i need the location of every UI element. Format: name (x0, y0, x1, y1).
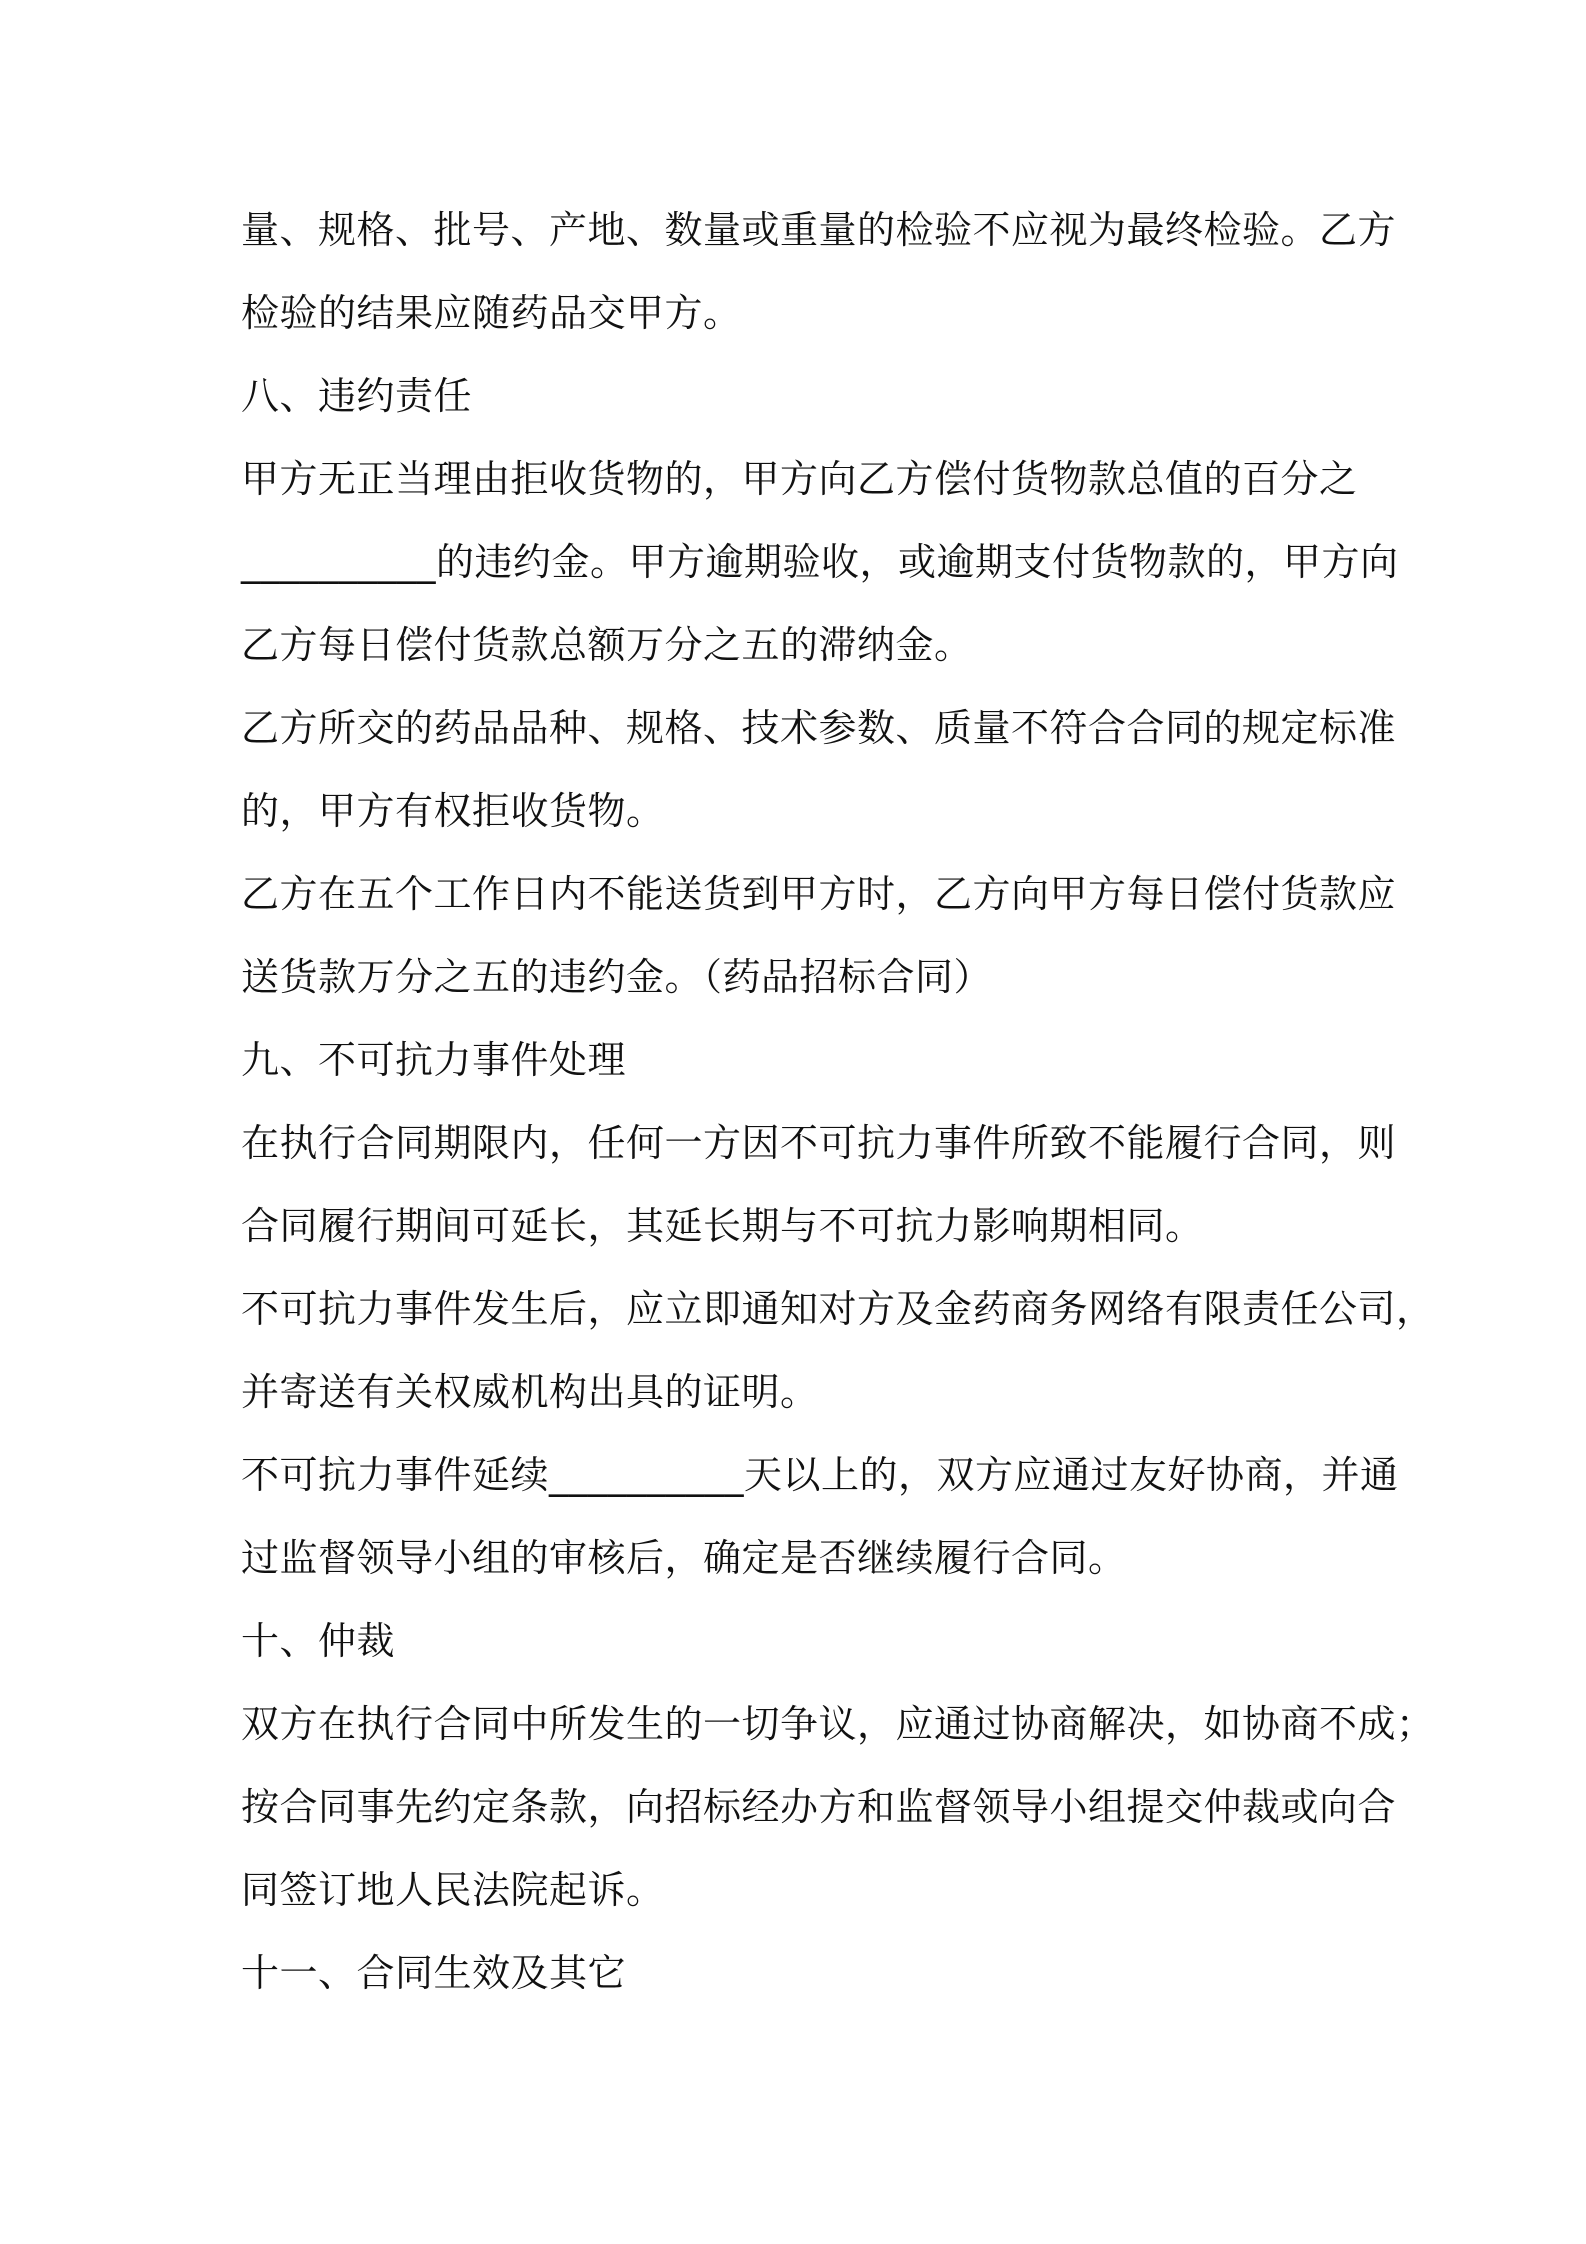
section-heading: 十、仲裁 (241, 1619, 396, 1663)
text-line: 双方在执行合同中所发生的一切争议，应通过协商解决，如协商不成； (241, 1702, 1435, 1746)
section-heading: 十一、合同生效及其它 (241, 1951, 627, 1995)
text-line: 在执行合同期限内，任何一方因不可抗力事件所致不能履行合同，则 (241, 1121, 1397, 1165)
text-line: 同签订地人民法院起诉。 (241, 1868, 665, 1912)
text-line: 乙方在五个工作日内不能送货到甲方时，乙方向甲方每日偿付货款应 (241, 872, 1397, 916)
text-line: 过监督领导小组的审核后，确定是否继续履行合同。 (241, 1536, 1127, 1580)
text-line: 并寄送有关权威机构出具的证明。 (241, 1370, 819, 1414)
section-heading: 九、不可抗力事件处理 (241, 1038, 627, 1082)
text-line: 合同履行期间可延长，其延长期与不可抗力影响期相同。 (241, 1204, 1204, 1248)
text-line: 乙方每日偿付货款总额万分之五的滞纳金。 (241, 623, 973, 667)
text-line: 量、规格、批号、产地、数量或重量的检验不应视为最终检验。乙方 (241, 208, 1397, 252)
text-line: 不可抗力事件发生后，应立即通知对方及金药商务网络有限责任公司， (241, 1287, 1435, 1331)
text-line: 乙方所交的药品品种、规格、技术参数、质量不符合合同的规定标准 (241, 706, 1397, 750)
text-line: 的，甲方有权拒收货物。 (241, 789, 665, 833)
text-line: 按合同事先约定条款，向招标经办方和监督领导小组提交仲裁或向合 (241, 1785, 1397, 1829)
text-line: 甲方无正当理由拒收货物的，甲方向乙方偿付货物款总值的百分之 (241, 457, 1358, 501)
text-line: __________的违约金。甲方逾期验收，或逾期支付货物款的，甲方向 (241, 540, 1399, 584)
section-heading: 八、违约责任 (241, 374, 473, 418)
text-line: 不可抗力事件延续__________天以上的，双方应通过友好协商，并通 (241, 1453, 1399, 1497)
text-line: 检验的结果应随药品交甲方。 (241, 291, 742, 335)
text-line: 送货款万分之五的违约金。（药品招标合同） (241, 955, 993, 999)
